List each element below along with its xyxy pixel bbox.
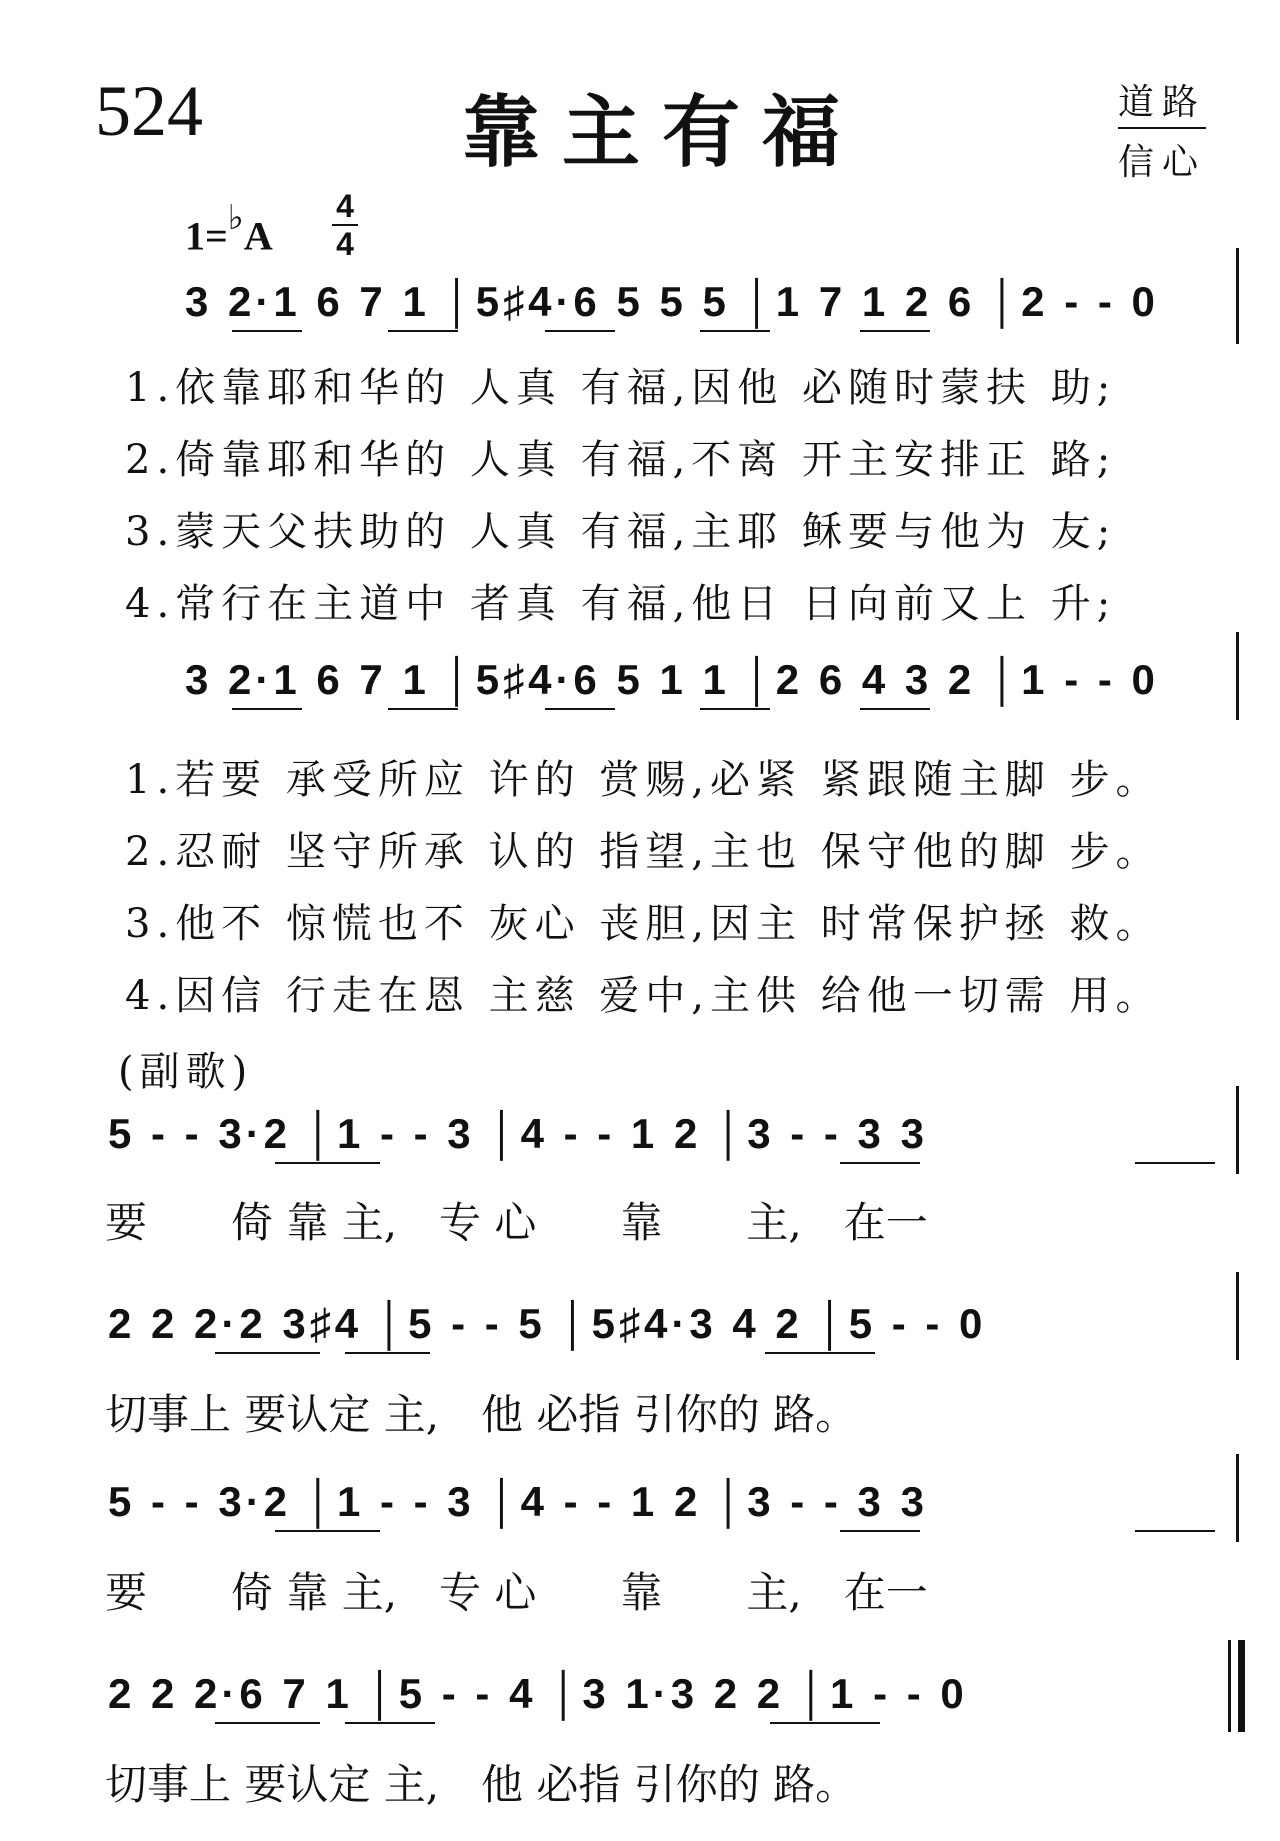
end-barline — [1236, 1272, 1239, 1360]
beam-underline — [700, 708, 770, 710]
verse-lyric-4a: 4.常行在主道中 者真 有福,他日 日向前又上 升; — [125, 581, 1117, 627]
category-tag-path: 道路 — [1118, 74, 1206, 129]
beam-underline — [700, 330, 770, 332]
verse-lyric-3b: 3.他不 惊慌也不 灰心 丧胆,因主 时常保护拯 救。 — [125, 901, 1162, 947]
chorus-lyric-line-1: 要 倚 靠 主, 专 心 靠 主, 在一 — [105, 1198, 928, 1247]
chorus-lyric-line-2: 切事上 要认定 主, 他 必指 引你的 路。 — [105, 1390, 858, 1439]
beam-underline — [388, 330, 458, 332]
final-barline-thin — [1228, 1640, 1231, 1732]
beam-underline — [1135, 1530, 1215, 1532]
end-barline — [1236, 632, 1239, 720]
beam-underline — [1135, 1162, 1215, 1164]
verse-notation-line-1: 3 2·1 6 7 1 │5♯4·6 5 5 5 │1 7 1 2 6 │2 - - 0 — [185, 278, 1159, 325]
verse-lyric-3a: 3.蒙天父扶助的 人真 有福,主耶 稣要与他为 友; — [125, 509, 1117, 555]
chorus-notation-line-4: 2 2 2·6 7 1 │5 - - 4 │3 1·3 2 2 │1 - - 0 — [108, 1670, 968, 1717]
verse-lyric-2a: 2.倚靠耶和华的 人真 有福,不离 开主安排正 路; — [125, 437, 1117, 483]
key-signature — [185, 200, 273, 259]
time-signature — [332, 188, 358, 262]
beam-underline — [840, 1162, 920, 1164]
beam-underline — [232, 708, 302, 710]
key-prefix: 1= — [185, 213, 228, 259]
verse-lyric-1b: 1.若要 承受所应 许的 赏赐,必紧 紧跟随主脚 步。 — [125, 757, 1162, 803]
beam-underline — [215, 1722, 320, 1724]
beam-underline — [545, 330, 615, 332]
beam-underline — [345, 1352, 430, 1354]
key-letter: A — [243, 213, 273, 259]
beam-underline — [765, 1352, 875, 1354]
beam-underline — [840, 1530, 920, 1532]
beam-underline — [215, 1352, 320, 1354]
flat-sign: ♭ — [227, 200, 244, 237]
chorus-notation-line-1: 5 - - 3·2 │1 - - 3 │4 - - 1 2 │3 - - 3 3 — [108, 1110, 928, 1157]
category-tag-faith: 信心 — [1118, 142, 1207, 183]
chorus-lyric-line-4: 切事上 要认定 主, 他 必指 引你的 路。 — [105, 1760, 858, 1809]
beam-underline — [275, 1162, 380, 1164]
verse-lyric-1a: 1.依靠耶和华的 人真 有福,因他 必随时蒙扶 助; — [125, 365, 1117, 411]
verse-lyric-2b: 2.忍耐 坚守所承 认的 指望,主也 保守他的脚 步。 — [125, 829, 1162, 875]
end-barline — [1236, 248, 1239, 344]
chorus-notation-line-2: 2 2 2·2 3♯4 │5 - - 5 │5♯4·3 4 2 │5 - - 0 — [108, 1300, 987, 1347]
beam-underline — [770, 1722, 880, 1724]
chorus-notation-line-3: 5 - - 3·2 │1 - - 3 │4 - - 1 2 │3 - - 3 3 — [108, 1478, 928, 1525]
hymn-title: 靠主有福 — [462, 87, 863, 178]
hymn-number: 524 — [95, 71, 203, 151]
beam-underline — [860, 330, 930, 332]
chorus-lyric-line-3: 要 倚 靠 主, 专 心 靠 主, 在一 — [105, 1568, 928, 1617]
time-denominator: 4 — [336, 226, 354, 262]
beam-underline — [275, 1530, 380, 1532]
time-numerator: 4 — [336, 188, 354, 224]
beam-underline — [545, 708, 615, 710]
end-barline — [1236, 1454, 1239, 1542]
beam-underline — [345, 1722, 435, 1724]
beam-underline — [388, 708, 458, 710]
chorus-label: (副歌) — [118, 1049, 254, 1095]
final-barline-thick — [1238, 1640, 1245, 1732]
verse-lyric-4b: 4.因信 行走在恩 主慈 爱中,主供 给他一切需 用。 — [125, 973, 1162, 1019]
beam-underline — [232, 330, 302, 332]
verse-notation-line-2: 3 2·1 6 7 1 │5♯4·6 5 1 1 │2 6 4 3 2 │1 - - 0 — [185, 656, 1159, 703]
beam-underline — [860, 708, 930, 710]
end-barline — [1236, 1086, 1239, 1174]
